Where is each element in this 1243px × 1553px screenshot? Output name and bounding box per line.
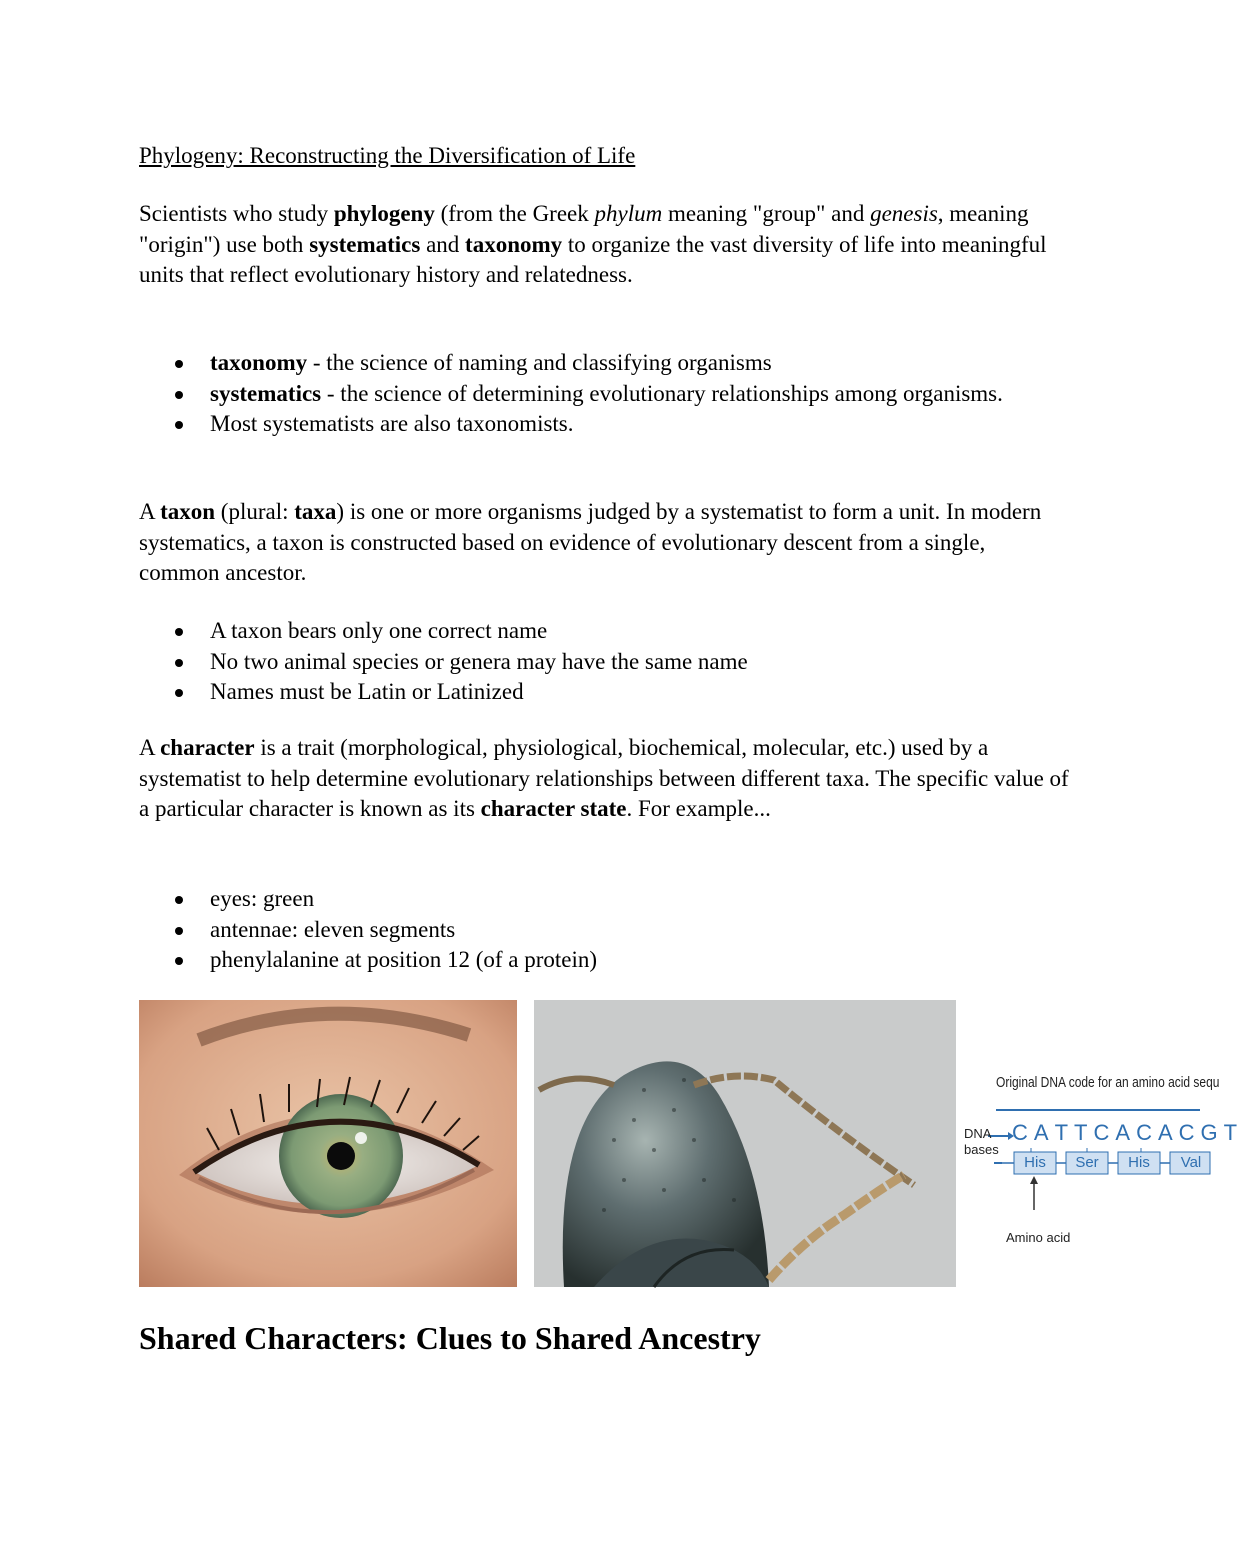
dna-bases-sequence — [1012, 1120, 1243, 1146]
beetle-illustration — [534, 1000, 956, 1287]
section-heading-shared-characters: Shared Characters: Clues to Shared Ancestry — [139, 1320, 761, 1356]
dna-base: A — [1033, 1120, 1051, 1145]
green-eye-image — [139, 1000, 517, 1287]
dna-base: T — [1054, 1120, 1071, 1145]
character-paragraph: A character is a trait (morphological, physiological, biochemical, molecular, etc.) used by a systematist to help determine evolutionary relationships between different taxa. The specific value of a particular character is known as its character state. For example... — [139, 735, 1069, 821]
term-taxon: taxon — [160, 499, 216, 524]
amino-acid-label: Ser — [1075, 1154, 1099, 1171]
term-systematics: systematics — [309, 231, 421, 257]
dna-base: C — [1136, 1120, 1154, 1145]
character-examples-list — [139, 884, 1019, 976]
term-character-state: character state — [480, 796, 627, 821]
list-item: Most systematists are also taxonomists. — [139, 409, 1019, 440]
amino-acid-label: Amino acid — [1006, 1230, 1071, 1245]
dna-label: DNA — [964, 1126, 992, 1141]
dna-base: C — [1093, 1120, 1112, 1145]
dna-base: T — [1074, 1120, 1090, 1145]
list-item: A taxon bears only one correct name — [139, 616, 1019, 647]
amino-acid-label: His — [1128, 1154, 1150, 1171]
document-title: Phylogeny: Reconstructing the Diversification of Life — [139, 143, 636, 168]
term-taxonomy: taxonomy — [465, 231, 563, 257]
list-item: phenylalanine at position 12 (of a protein) — [139, 945, 1019, 976]
term-genesis: genesis — [870, 201, 938, 226]
amino-acid-label: Val — [1180, 1154, 1202, 1171]
eye-illustration — [139, 1000, 517, 1287]
dna-caption: Original DNA code for an amino acid sequ — [996, 1074, 1220, 1091]
term-character: character — [160, 735, 255, 760]
definitions-list — [139, 348, 1019, 440]
intro-paragraph: Scientists who study phylogeny (from the Greek phylum meaning "group" and genesis, meaning "origin") use both systematics and taxonomy to organize the vast diversity of life into meaningful units that reflect evolutionary history and relatedness. — [139, 201, 1047, 287]
dna-amino-acid-figure — [956, 1060, 1240, 1260]
list-item: antennae: eleven segments — [139, 915, 1019, 946]
term-phylum: phylum — [594, 201, 663, 226]
naming-rules-list — [139, 616, 1019, 708]
list-item: taxonomy - the science of naming and classifying organisms — [139, 348, 1019, 379]
term-phylogeny: phylogeny — [333, 201, 435, 226]
dna-base: A — [1157, 1120, 1175, 1145]
beetle-antennae-image — [534, 1000, 956, 1287]
bases-label: bases — [964, 1142, 999, 1157]
dna-base: T — [1223, 1120, 1240, 1145]
amino-acid-label: His — [1024, 1154, 1046, 1171]
list-item: Names must be Latin or Latinized — [139, 677, 1019, 708]
dna-base: C — [1012, 1120, 1030, 1145]
dna-base: G — [1200, 1120, 1220, 1145]
list-item: systematics - the science of determining evolutionary relationships among organisms. — [139, 379, 1019, 410]
taxon-paragraph: A taxon (plural: taxa) is one or more organisms judged by a systematist to form a unit. In modern systematics, a taxon is constructed based on evidence of evolutionary descent from a single, common ancestor. — [139, 499, 1042, 585]
list-item: No two animal species or genera may have the same name — [139, 647, 1019, 678]
dna-base: A — [1115, 1120, 1133, 1145]
list-item: eyes: green — [139, 884, 1019, 915]
term-taxa: taxa — [294, 499, 337, 524]
dna-base: C — [1178, 1120, 1197, 1145]
